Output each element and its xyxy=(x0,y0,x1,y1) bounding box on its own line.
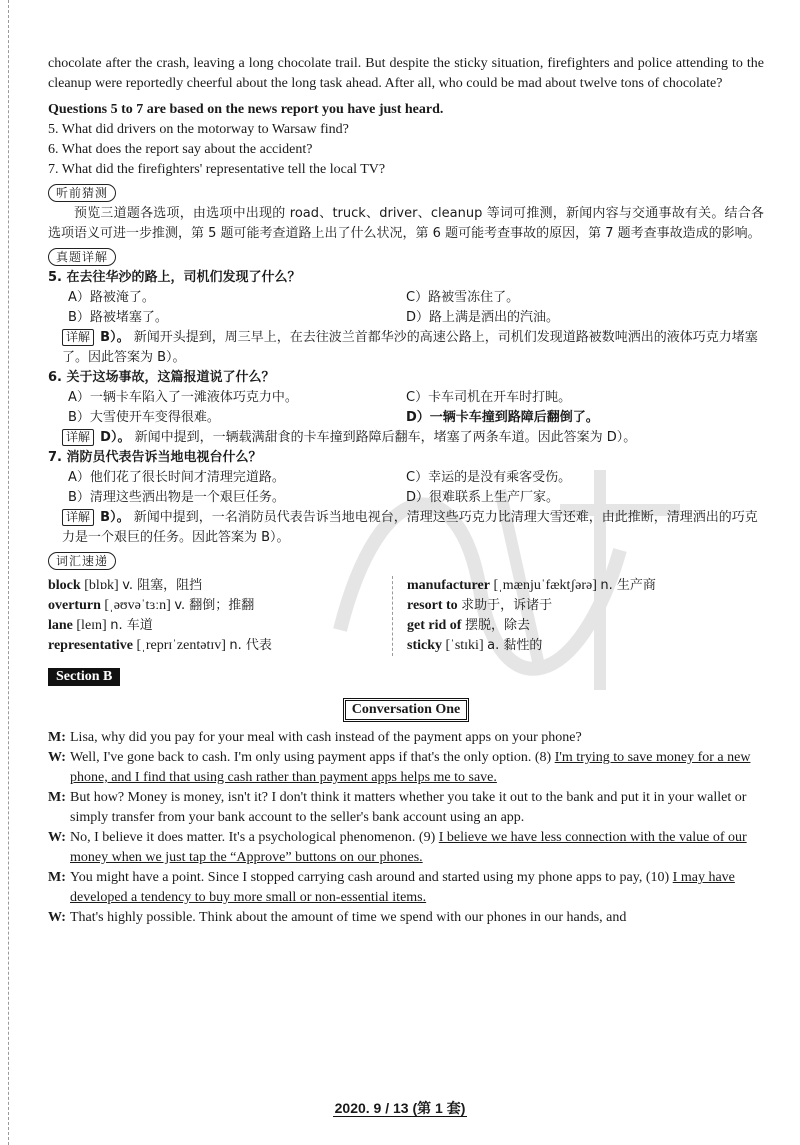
answer-underline: I may have developed a tendency to buy more small or non-essential items. xyxy=(70,870,735,905)
answer-underline: I'm trying to save money for a new phone, and I find that using cash rather than payment apps helps me to save. xyxy=(70,750,751,785)
explanation-text: 新闻开头提到，周三早上，在去往波兰首都华沙的高速公路上，司机们发现道路被数吨洒出的液体巧克力堵塞了。因此答案为 B）。 xyxy=(62,330,758,365)
dialogue-turn xyxy=(48,728,764,748)
option-a: A）他们花了很长时间才清理完道路。 xyxy=(68,470,285,485)
explanation xyxy=(62,428,764,448)
answer-head: B）。 xyxy=(100,330,130,345)
question-7: 7. What did the firefighters' representative tell the local TV? xyxy=(48,162,386,177)
pre-listening-tag: 听前猜测 xyxy=(48,184,116,202)
vocab-item: get rid of 摆脱，除去 xyxy=(407,618,530,633)
option-b: B）大雪使开车变得很难。 xyxy=(68,410,220,425)
option-d: D）很难联系上生产厂家。 xyxy=(406,490,560,505)
questions-intro: Questions 5 to 7 are based on the news report you have just heard. xyxy=(48,102,444,117)
vocab-item: manufacturer [ˌmænjuˈfæktʃərə] n. 生产商 xyxy=(407,578,656,593)
page-footer xyxy=(0,1098,800,1118)
explanation xyxy=(62,328,764,368)
option-b: B）清理这些洒出物是一个艰巨任务。 xyxy=(68,490,285,505)
option-b: B）路被堵塞了。 xyxy=(68,310,168,325)
vocab-list xyxy=(48,576,764,656)
option-a: A）路被淹了。 xyxy=(68,290,155,305)
vocab-item: sticky [ˈstɪki] a. 黏性的 xyxy=(407,638,543,653)
dialogue-turn xyxy=(48,788,764,828)
turn-text: But how? Money is money, isn't it? I don't think it matters whether you take it out to the bank and put it in your wallet or simply transfer from your bank account to the seller's bank account using an app. xyxy=(70,790,747,825)
detail-question: 6. 关于这场事故，这篇报道说了什么？ xyxy=(48,370,275,385)
conversation-title-wrap xyxy=(48,698,764,722)
explanation-text: 新闻中提到，一名消防员代表告诉当地电视台，清理这些巧克力比清理大雪还难，由此推断，清理洒出的巧克力是一个艰巨的任务。因此答案为 B）。 xyxy=(62,510,758,545)
detail-tag: 真题详解 xyxy=(48,248,116,266)
dialogue-turn xyxy=(48,828,764,868)
detail-item-6 xyxy=(48,368,764,448)
turn-text: Well, I've gone back to cash. I'm only using payment apps if that's the only option. (8) I'm trying to save money for a new phone, and I find that using cash rather than payment apps helps me to save. xyxy=(70,750,751,785)
option-c: C）路被雪冻住了。 xyxy=(406,290,520,305)
conversation-title: Conversation One xyxy=(343,698,470,722)
dialogue-turn xyxy=(48,868,764,908)
dialogue-turn xyxy=(48,748,764,788)
answer-head: D）。 xyxy=(100,430,131,445)
option-d: D）路上满是洒出的汽油。 xyxy=(406,310,560,325)
answer-underline: I believe we have less connection with the value of our money when we just tap the “Approve” buttons on our phones. xyxy=(70,830,747,865)
pre-listening-text: 预览三道题各选项，由选项中出现的 road、truck、driver、cleanup 等词可推测，新闻内容与交通事故有关。结合各选项语义可进一步推测，第 5 题可能考查道路上出了什么状况，第 6 题可能考查事故的原因，第 7 题考查事故造成的影响。 xyxy=(48,206,764,241)
dialogue xyxy=(48,728,764,928)
speaker: M: xyxy=(48,730,66,745)
vocab-item: resort to 求助于，诉诸于 xyxy=(407,598,553,613)
detail-question: 5. 在去往华沙的路上，司机们发现了什么？ xyxy=(48,270,301,285)
vocab-col-left xyxy=(48,576,392,656)
vocab-item: representative [ˌreprɪˈzentətɪv] n. 代表 xyxy=(48,638,272,653)
speaker: W: xyxy=(48,910,66,925)
vocab-item: overturn [ˌəʊvəˈtɜːn] v. 翻倒；推翻 xyxy=(48,598,255,613)
vocab-tag: 词汇速递 xyxy=(48,552,116,570)
turn-text: That's highly possible. Think about the amount of time we spend with our phones in our hands, and xyxy=(70,910,627,925)
section-b-heading: Section B xyxy=(48,668,120,686)
detail-question: 7. 消防员代表告诉当地电视台什么？ xyxy=(48,450,262,465)
options-grid xyxy=(68,288,764,328)
footer-page-info: 2020. 9 / 13 (第 1 套) xyxy=(334,1100,466,1116)
speaker: M: xyxy=(48,870,66,885)
option-c: C）卡车司机在开车时打盹。 xyxy=(406,390,572,405)
answer-head: B）。 xyxy=(100,510,130,525)
detail-item-7 xyxy=(48,448,764,548)
explanation xyxy=(62,508,764,548)
question-5: 5. What did drivers on the motorway to Warsaw find? xyxy=(48,122,349,137)
page-content xyxy=(48,54,764,928)
vocab-item: block [blɒk] v. 阻塞，阻挡 xyxy=(48,578,203,593)
binding-edge xyxy=(8,0,9,1145)
option-c: C）幸运的是没有乘客受伤。 xyxy=(406,470,572,485)
explain-label: 详解 xyxy=(62,509,94,526)
question-6: 6. What does the report say about the accident? xyxy=(48,142,313,157)
options-grid xyxy=(68,468,764,508)
speaker: M: xyxy=(48,790,66,805)
explanation-text: 新闻中提到，一辆载满甜食的卡车撞到路障后翻车，堵塞了两条车道。因此答案为 D）。 xyxy=(134,430,637,445)
transcript-paragraph: chocolate after the crash, leaving a long chocolate trail. But despite the sticky situation, firefighters and police attending to the cleanup were reportedly cheerful about the long task ahead. After all, who could be mad about twelve tons of chocolate? xyxy=(48,56,764,91)
detail-item-5 xyxy=(48,268,764,368)
vocab-item: lane [leɪn] n. 车道 xyxy=(48,618,153,633)
speaker: W: xyxy=(48,750,66,765)
option-d: D）一辆卡车撞到路障后翻倒了。 xyxy=(406,410,599,425)
speaker: W: xyxy=(48,830,66,845)
turn-text: Lisa, why did you pay for your meal with cash instead of the payment apps on your phone? xyxy=(70,730,582,745)
options-grid xyxy=(68,388,764,428)
dialogue-turn xyxy=(48,908,764,928)
turn-text: No, I believe it does matter. It's a psychological phenomenon. (9) I believe we have less connection with the value of our money when we just tap the “Approve” buttons on our phones. xyxy=(70,830,747,865)
explain-label: 详解 xyxy=(62,329,94,346)
explain-label: 详解 xyxy=(62,429,94,446)
turn-text: You might have a point. Since I stopped carrying cash around and started using my phone apps to pay, (10) I may have developed a tendency to buy more small or non-essential items. xyxy=(70,870,735,905)
option-a: A）一辆卡车陷入了一滩液体巧克力中。 xyxy=(68,390,298,405)
vocab-col-right xyxy=(392,576,740,656)
